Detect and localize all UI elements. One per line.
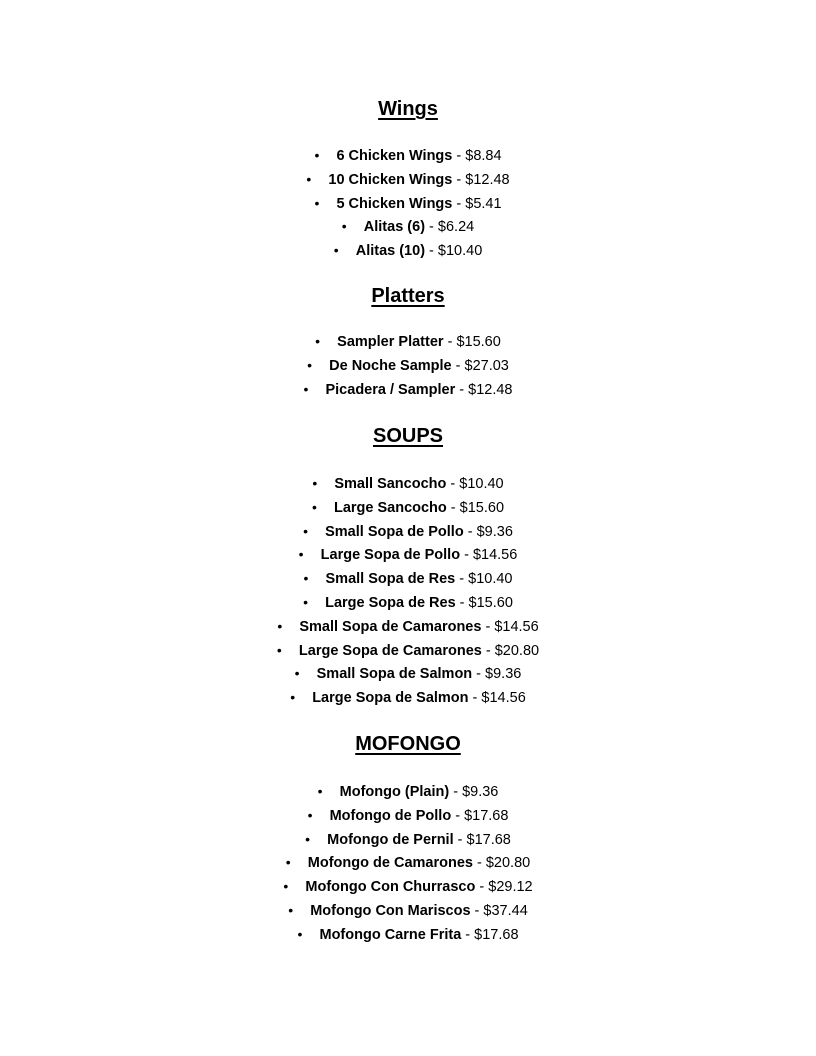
mofongo-section [0,732,816,947]
menu-item [0,378,816,402]
menu-item [0,330,816,354]
bullet-icon: • [303,570,309,587]
menu-item [0,686,816,710]
bullet-icon: • [303,380,309,397]
item-name: Mofongo de Pernil [327,831,454,848]
section-title-wings: Wings [378,98,438,120]
item-price: $9.36 [462,784,499,800]
item-price: $6.24 [437,219,475,236]
bullet-icon: • [285,854,291,871]
menu-item [0,496,816,520]
bullet-icon: • [298,546,304,563]
bullet-icon: • [305,830,311,847]
price-separator: - [452,148,466,164]
section-title-soups: SOUPS [372,425,444,447]
item-name: 5 Chicken Wings [336,195,453,212]
price-separator: - [451,357,465,374]
item-name: Mofongo Carne Frita [319,926,462,943]
price-separator: - [481,618,495,635]
item-name: Mofongo de Pollo [329,807,452,824]
price-separator: - [443,334,457,350]
item-name: Large Sopa de Salmon [312,690,469,707]
item-name: Large Sopa de Res [325,594,456,611]
menu-item [0,520,816,544]
menu-item [0,168,816,192]
price-separator: - [451,807,465,824]
menu-item [0,899,816,923]
item-price: $17.68 [474,926,519,943]
platters-list [0,330,816,401]
price-separator: - [446,499,460,516]
item-name: Mofongo (Plain) [339,784,450,800]
item-name: Large Sancocho [333,499,447,516]
section-title-platters: Platters [371,285,445,307]
menu-item [0,615,816,639]
wings-list [0,144,816,263]
item-price: $15.60 [456,334,501,350]
menu-item [0,875,816,899]
price-separator: - [461,926,475,943]
bullet-icon: • [314,147,320,163]
bullet-icon: • [315,333,321,349]
item-price: $15.60 [459,499,505,516]
menu-item [0,239,816,263]
menu-item [0,567,816,591]
platters-section [0,284,816,401]
bullet-icon: • [277,617,283,634]
bullet-icon: • [307,356,313,373]
price-separator: - [452,195,466,212]
item-price: $15.60 [468,594,513,611]
item-price: $20.80 [485,855,531,872]
item-price: $20.80 [494,642,540,659]
item-name: Sampler Platter [337,334,444,350]
item-name: Mofongo Con Mariscos [310,902,471,919]
menu-item [0,591,816,615]
price-separator: - [470,902,484,919]
item-name: De Noche Sample [329,357,452,374]
menu-item [0,662,816,686]
price-separator: - [455,381,469,398]
item-price: $14.56 [494,618,539,635]
item-price: $9.36 [485,666,522,683]
price-separator: - [425,243,438,260]
item-price: $14.56 [481,690,526,707]
menu-item [0,639,816,663]
bullet-icon: • [276,641,282,658]
bullet-icon: • [294,665,300,682]
item-name: Small Sopa de Pollo [325,523,464,540]
menu-item [0,828,816,852]
item-price: $29.12 [488,879,533,896]
price-separator: - [460,547,473,564]
price-separator: - [453,831,467,848]
item-name: Mofongo de Camarones [307,855,473,872]
item-name: Alitas (6) [363,219,426,236]
price-separator: - [452,171,466,188]
price-separator: - [455,571,469,588]
menu-item [0,923,816,947]
menu-item [0,780,816,804]
menu-item [0,215,816,239]
price-separator: - [472,666,486,683]
item-name: Alitas (10) [355,243,426,260]
item-price: $12.48 [465,171,510,188]
item-name: Small Sancocho [334,476,447,492]
item-name: Picadera / Sampler [325,381,456,398]
bullet-icon: • [297,925,303,942]
menu-item [0,144,816,168]
bullet-icon: • [306,170,312,187]
price-separator: - [449,784,463,800]
bullet-icon: • [317,783,323,799]
item-price: $10.40 [437,243,483,260]
item-price: $17.68 [464,807,509,824]
item-name: 6 Chicken Wings [336,148,453,164]
bullet-icon: • [333,242,339,259]
item-price: $14.56 [472,547,518,564]
item-name: Large Sopa de Pollo [320,547,461,564]
item-price: $17.68 [466,831,511,848]
price-separator: - [468,690,482,707]
bullet-icon: • [307,806,313,823]
soups-list [0,472,816,710]
price-separator: - [481,642,495,659]
bullet-icon: • [290,689,296,706]
item-price: $10.40 [468,571,513,588]
bullet-icon: • [314,194,320,211]
price-separator: - [472,855,486,872]
menu-item [0,472,816,496]
item-name: Large Sopa de Camarones [298,642,482,659]
bullet-icon: • [312,475,318,491]
menu-item [0,804,816,828]
price-separator: - [475,879,489,896]
menu-item [0,543,816,567]
bullet-icon: • [283,878,289,895]
item-name: Small Sopa de Res [325,571,456,588]
bullet-icon: • [288,901,294,918]
item-price: $12.48 [468,381,513,398]
item-price: $5.41 [465,195,502,212]
menu-item [0,192,816,216]
bullet-icon: • [311,498,317,515]
item-price: $8.84 [465,148,502,164]
bullet-icon: • [303,522,309,539]
price-separator: - [455,594,469,611]
menu-item [0,851,816,875]
item-price: $9.36 [476,523,513,540]
item-price: $27.03 [464,357,509,374]
price-separator: - [425,219,438,236]
soups-section [0,424,816,710]
wings-section [0,97,816,263]
bullet-icon: • [341,218,347,235]
item-name: Small Sopa de Camarones [299,618,482,635]
menu-item [0,354,816,378]
item-price: $37.44 [483,902,528,919]
mofongo-list [0,780,816,947]
bullet-icon: • [303,593,308,610]
price-separator: - [463,523,477,540]
item-name: 10 Chicken Wings [328,171,453,188]
section-title-mofongo: MOFONGO [355,733,461,755]
item-name: Small Sopa de Salmon [316,666,473,683]
item-name: Mofongo Con Churrasco [305,879,476,896]
item-price: $10.40 [459,476,504,492]
price-separator: - [446,476,460,492]
